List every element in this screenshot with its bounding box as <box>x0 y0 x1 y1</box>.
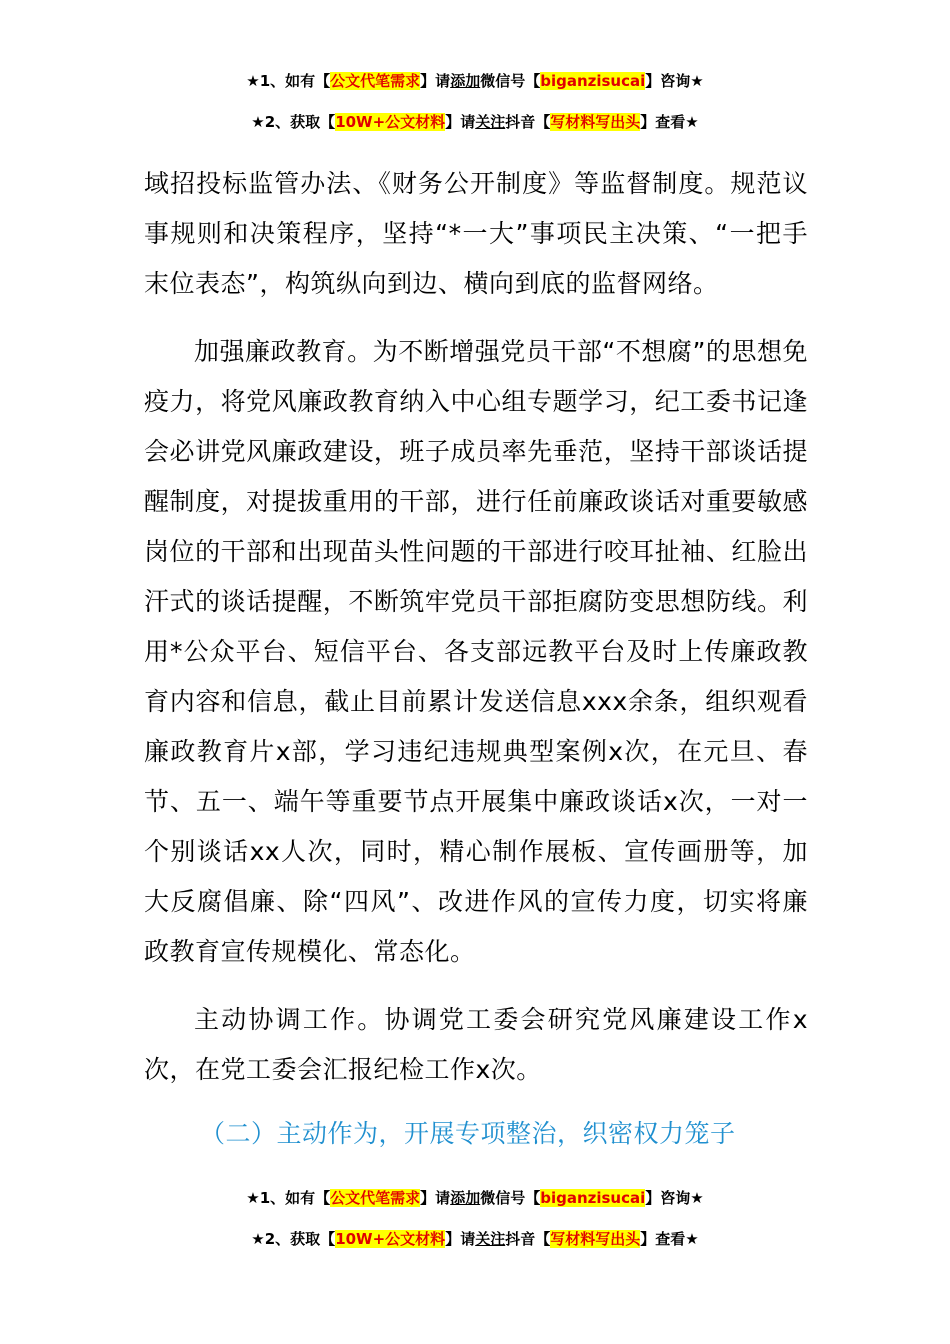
ad-highlight: biganzisucai <box>540 1189 646 1207</box>
coordination-paragraph: 主动协调工作。协调党工委会研究党风廉建设工作x次，在党工委会汇报纪检工作x次。 <box>144 1005 808 1084</box>
ad-text: 】请 <box>420 72 451 90</box>
ad-highlight: 写材料写出头 <box>550 1230 641 1248</box>
section-heading: （二）主动作为，开展专项整治，织密权力笼子 <box>200 1119 736 1148</box>
ad-text: 抖音【 <box>505 1230 551 1248</box>
footer-ad-line-1 <box>0 1187 950 1209</box>
ad-highlight: biganzisucai <box>540 72 646 90</box>
ad-highlight: 写材料写出头 <box>550 113 641 131</box>
header-ad-line-2 <box>0 111 950 133</box>
ad-text: 】咨询★ <box>645 72 704 90</box>
document-body <box>144 159 808 1159</box>
ad-underlined: 添加 <box>450 72 481 90</box>
ad-highlight: 10W+公文材料 <box>335 1230 446 1248</box>
ad-text: 微信号【 <box>480 1189 541 1207</box>
ad-text: 】查看★ <box>640 113 699 131</box>
ad-underlined: 关注 <box>475 113 506 131</box>
ad-text: ★2、获取【 <box>251 113 336 131</box>
ad-text: 】请 <box>420 1189 451 1207</box>
ad-text: 抖音【 <box>505 113 551 131</box>
ad-highlight: 公文代笔需求 <box>330 1189 421 1207</box>
education-paragraph: 加强廉政教育。为不断增强党员干部“不想腐”的思想免疫力，将党风廉政教育纳入中心组专题学习，纪工委书记逢会必讲党风廉政建设，班子成员率先垂范，坚持干部谈话提醒制度，对提拔重用的干部，进行任前廉政谈话对重要敏感岗位的干部和出现苗头性问题的干部进行咬耳扯袖、红脸出汗式的谈话提醒，不断筑牢党员干部拒腐防变思想防线。利用*公众平台、短信平台、各支部远教平台及时上传廉政教育内容和信息，截止目前累计发送信息xxx余条，组织观看廉政教育片x部，学习违纪违规典型案例x次，在元旦、春节、五一、端午等重要节点开展集中廉政谈话x次，一对一个别谈话xx人次，同时，精心制作展板、宣传画册等，加大反腐倡廉、除“四风”、改进作风的宣传力度，切实将廉政教育宣传规模化、常态化。 <box>144 337 808 966</box>
continuation-paragraph: 域招投标监管办法、《财务公开制度》等监督制度。规范议事规则和决策程序，坚持“*一大”事项民主决策、“一把手末位表态”，构筑纵向到边、横向到底的监督网络。 <box>144 169 808 298</box>
ad-text: ★1、如有【 <box>246 72 331 90</box>
ad-underlined: 关注 <box>475 1230 506 1248</box>
ad-text: 】查看★ <box>640 1230 699 1248</box>
ad-text: 】咨询★ <box>645 1189 704 1207</box>
ad-text: 】请 <box>445 1230 476 1248</box>
footer-ad-line-2 <box>0 1228 950 1250</box>
ad-highlight: 公文代笔需求 <box>330 72 421 90</box>
ad-underlined: 添加 <box>450 1189 481 1207</box>
ad-text: ★1、如有【 <box>246 1189 331 1207</box>
ad-text: 微信号【 <box>480 72 541 90</box>
ad-text: 】请 <box>445 113 476 131</box>
ad-highlight: 10W+公文材料 <box>335 113 446 131</box>
header-ad-line-1 <box>0 70 950 92</box>
ad-text: ★2、获取【 <box>251 1230 336 1248</box>
